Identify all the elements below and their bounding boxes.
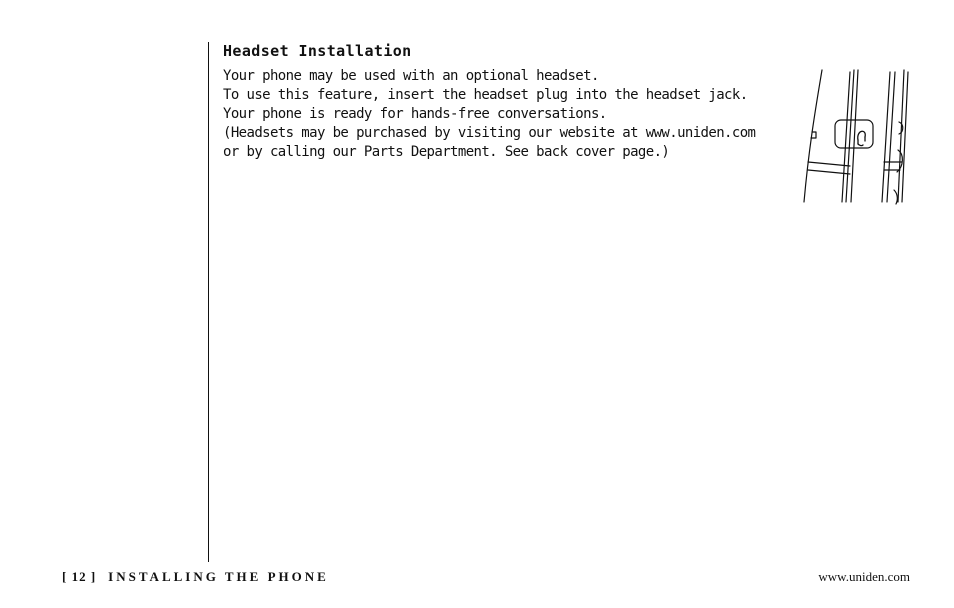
page-number: [ 12 ] bbox=[62, 569, 97, 584]
footer-page-label bbox=[62, 569, 329, 585]
section-body bbox=[223, 67, 803, 162]
chapter-title: INSTALLING THE PHONE bbox=[108, 569, 329, 584]
body-line: or by calling our Parts Department. See back cover page.) bbox=[223, 144, 670, 160]
body-line: Your phone may be used with an optional headset. bbox=[223, 68, 599, 84]
body-line: (Headsets may be purchased by visiting our website at www.uniden.com bbox=[223, 125, 756, 141]
body-line: To use this feature, insert the headset plug into the headset jack. bbox=[223, 87, 748, 103]
headset-jack-illustration bbox=[798, 66, 914, 206]
margin-rule bbox=[208, 42, 209, 562]
section-title: Headset Installation bbox=[223, 42, 412, 60]
body-line: Your phone is ready for hands-free conversations. bbox=[223, 106, 607, 122]
headset-jack-icon bbox=[858, 131, 865, 145]
footer-website: www.uniden.com bbox=[818, 569, 910, 584]
